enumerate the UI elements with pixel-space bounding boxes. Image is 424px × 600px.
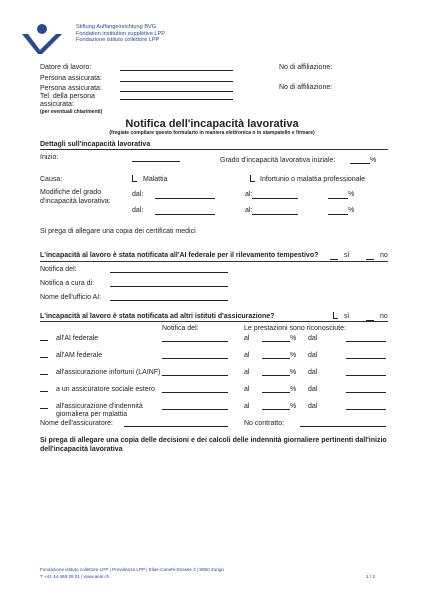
logo-icon — [14, 22, 70, 56]
divider — [40, 261, 388, 262]
row-al-3: al — [244, 369, 250, 376]
row-label-indennita: all'assicurazione d'indennità — [56, 403, 143, 410]
inizio-field[interactable] — [132, 161, 180, 162]
row-label-lainf: all'assicurazione infortuni (LAINF) — [56, 369, 161, 376]
page-subtitle: (f​regiate compilare questo formulario in maniera elettronica o in stampatello e firmare) — [109, 130, 315, 136]
row-pct-sign-3: % — [290, 369, 297, 376]
page-number: 1 / 2 — [366, 574, 375, 579]
row-dal-field-1[interactable] — [346, 341, 386, 342]
no-contratto-field[interactable] — [300, 426, 386, 427]
divider — [40, 149, 388, 150]
infortunio-label: Infortunio o malattia professionale — [260, 176, 366, 183]
row-check-2[interactable] — [40, 357, 48, 358]
notifica-del-field[interactable] — [110, 272, 228, 273]
no-contratto-label: No contratto: — [244, 420, 285, 427]
row-al-4: al — [244, 386, 250, 393]
malattia-checkbox[interactable] — [132, 175, 137, 182]
row-pct-4[interactable] — [262, 392, 290, 393]
allegare-certificati: Si prega di allegare una copia dei certificati medici — [40, 228, 196, 235]
row-dal-2: dal — [308, 352, 318, 359]
col-notifica-del: Notifica del: — [162, 325, 199, 332]
datore-field[interactable] — [120, 70, 233, 71]
question-ai: L'incapacità al lavoro è stata notificata all'AI federale per il rilevamento tempestivo? — [40, 252, 319, 259]
row-al-1: al — [244, 335, 250, 342]
percent-sign: % — [370, 157, 377, 164]
row-check-3[interactable] — [40, 374, 48, 375]
row-label-indennita-2: giornaliera per malattia — [56, 411, 128, 418]
percent-1: % — [348, 191, 355, 198]
malattia-label: Malattia — [143, 176, 168, 183]
row-pct-5[interactable] — [262, 409, 290, 410]
infortunio-checkbox[interactable] — [250, 175, 255, 182]
dal-field-1[interactable] — [155, 198, 215, 199]
dal-label-2: dal: — [132, 207, 144, 214]
row-al-2: al — [244, 352, 250, 359]
row-notifica-4[interactable] — [162, 392, 228, 393]
no-label-2: no — [380, 313, 388, 320]
divider — [40, 321, 388, 322]
row-dal-field-5[interactable] — [346, 409, 386, 410]
col-prestazioni: Le prestazioni sono riconosciute: — [244, 325, 346, 332]
percent-2: % — [348, 207, 355, 214]
datore-label: Datore di lavoro: — [40, 64, 92, 71]
nome-ufficio-label: Nome dell'ufficio AI: — [40, 294, 102, 301]
si-altri-checkbox[interactable] — [333, 312, 338, 319]
notifica-del-label: Notifica del: — [40, 266, 77, 273]
row-pct-sign-2: % — [290, 352, 297, 359]
row-notifica-2[interactable] — [162, 358, 228, 359]
row-notifica-5[interactable] — [162, 409, 228, 410]
persona-field-2[interactable] — [120, 91, 233, 92]
notifica-cura-label: Notifica a cura di: — [40, 280, 95, 287]
dal-label-1: dal: — [132, 191, 144, 198]
row-pct-sign-4: % — [290, 386, 297, 393]
nome-assicuratore-field[interactable] — [124, 426, 228, 427]
al-field-2[interactable] — [252, 214, 298, 215]
al-label-2: al: — [245, 207, 253, 214]
section-dettagli: Dettagli sull'incapacità lavorativa — [40, 141, 151, 148]
pct-field-2[interactable] — [328, 214, 348, 215]
row-pct-3[interactable] — [262, 375, 290, 376]
brand-line-2: Fondation institution supplétive LPP — [76, 30, 165, 37]
row-dal-field-3[interactable] — [346, 375, 386, 376]
allegare-decisioni-1: Si prega di allegare una copia delle decisioni e dei calcoli delle indennità giornaliere pertinenti dall'inizio — [40, 437, 387, 444]
row-dal-4: dal — [308, 386, 318, 393]
tel-label-2: assicurata: — [40, 101, 74, 108]
row-dal-field-2[interactable] — [346, 358, 386, 359]
row-check-4[interactable] — [40, 391, 48, 392]
footer-address: Fondazione istituto collettore LPP | Previdenza LPP | Elias-Canetti-Strasse 2 | 8050 Zurigo — [40, 567, 224, 572]
brand-line-3: Fondazione istituto collettore LPP — [76, 37, 160, 44]
modifiche-label-1: Modifiche del grado — [40, 189, 102, 196]
row-pct-1[interactable] — [262, 341, 290, 342]
persona-label-2: Persona assicurata: — [40, 85, 102, 92]
si-label-2: sì — [344, 313, 350, 320]
row-notifica-1[interactable] — [162, 341, 228, 342]
causa-label: Causa: — [40, 176, 63, 183]
row-pct-sign-5: % — [290, 403, 297, 410]
allegare-decisioni-2: dell'incapacità lavorativa — [40, 446, 123, 453]
al-label-1: al: — [245, 191, 253, 198]
row-dal-field-4[interactable] — [346, 392, 386, 393]
row-label-am: all'AM federale — [56, 352, 103, 359]
tel-note: (per eventuali chiarimenti) — [40, 109, 103, 115]
row-pct-sign-1: % — [290, 335, 297, 342]
row-notifica-3[interactable] — [162, 375, 228, 376]
no-ai-field[interactable] — [366, 259, 374, 260]
pct-field-1[interactable] — [328, 198, 348, 199]
brand-block — [76, 24, 165, 44]
row-pct-2[interactable] — [262, 358, 290, 359]
brand-line-1: Stiftung Auffangeinrichtung BVG — [76, 24, 157, 30]
row-dal-5: dal — [308, 403, 318, 410]
question-altri: L'incapacità al lavoro è stata notificata ad altri istituti d'assicurazione? — [40, 313, 275, 320]
row-label-ai: all'AI federale — [56, 335, 99, 342]
grado-label: Grado d'incapacità lavorativa iniziale: — [220, 157, 336, 164]
tel-field[interactable] — [120, 99, 233, 100]
nome-assicuratore-label: Nome dell'assicuratore: — [40, 420, 113, 427]
persona-field-1[interactable] — [120, 81, 233, 82]
row-dal-1: dal — [308, 335, 318, 342]
grado-field[interactable] — [350, 163, 370, 164]
affil-label-1: No di affiliazione: — [279, 64, 333, 71]
inizio-label: Inizio: — [40, 154, 59, 161]
al-field-1[interactable] — [252, 198, 298, 199]
row-al-5: al — [244, 403, 250, 410]
si-ai-field[interactable] — [330, 259, 338, 260]
footer-contact: T +41 44 468 28 01 | www.aeis.ch — [40, 574, 110, 579]
row-dal-3: dal — [308, 369, 318, 376]
page-title: Notifica dell'incapacità lavorativa — [125, 118, 299, 130]
tel-label: Tel. della persona — [40, 93, 95, 100]
dal-field-2[interactable] — [155, 214, 215, 215]
notifica-cura-field[interactable] — [110, 286, 228, 287]
nome-ufficio-field[interactable] — [110, 300, 228, 301]
persona-label-1: Persona assicurata: — [40, 75, 102, 82]
no-label: no — [380, 252, 388, 259]
modifiche-label-2: d'incapacità lavorativa: — [40, 198, 111, 205]
row-check-1[interactable] — [40, 340, 48, 341]
row-label-estero: a un assicuratore sociale estero — [56, 386, 155, 393]
affil-label-2: No di affiliazione: — [279, 84, 333, 91]
row-check-5[interactable] — [40, 408, 48, 409]
si-label: sì — [344, 252, 350, 259]
